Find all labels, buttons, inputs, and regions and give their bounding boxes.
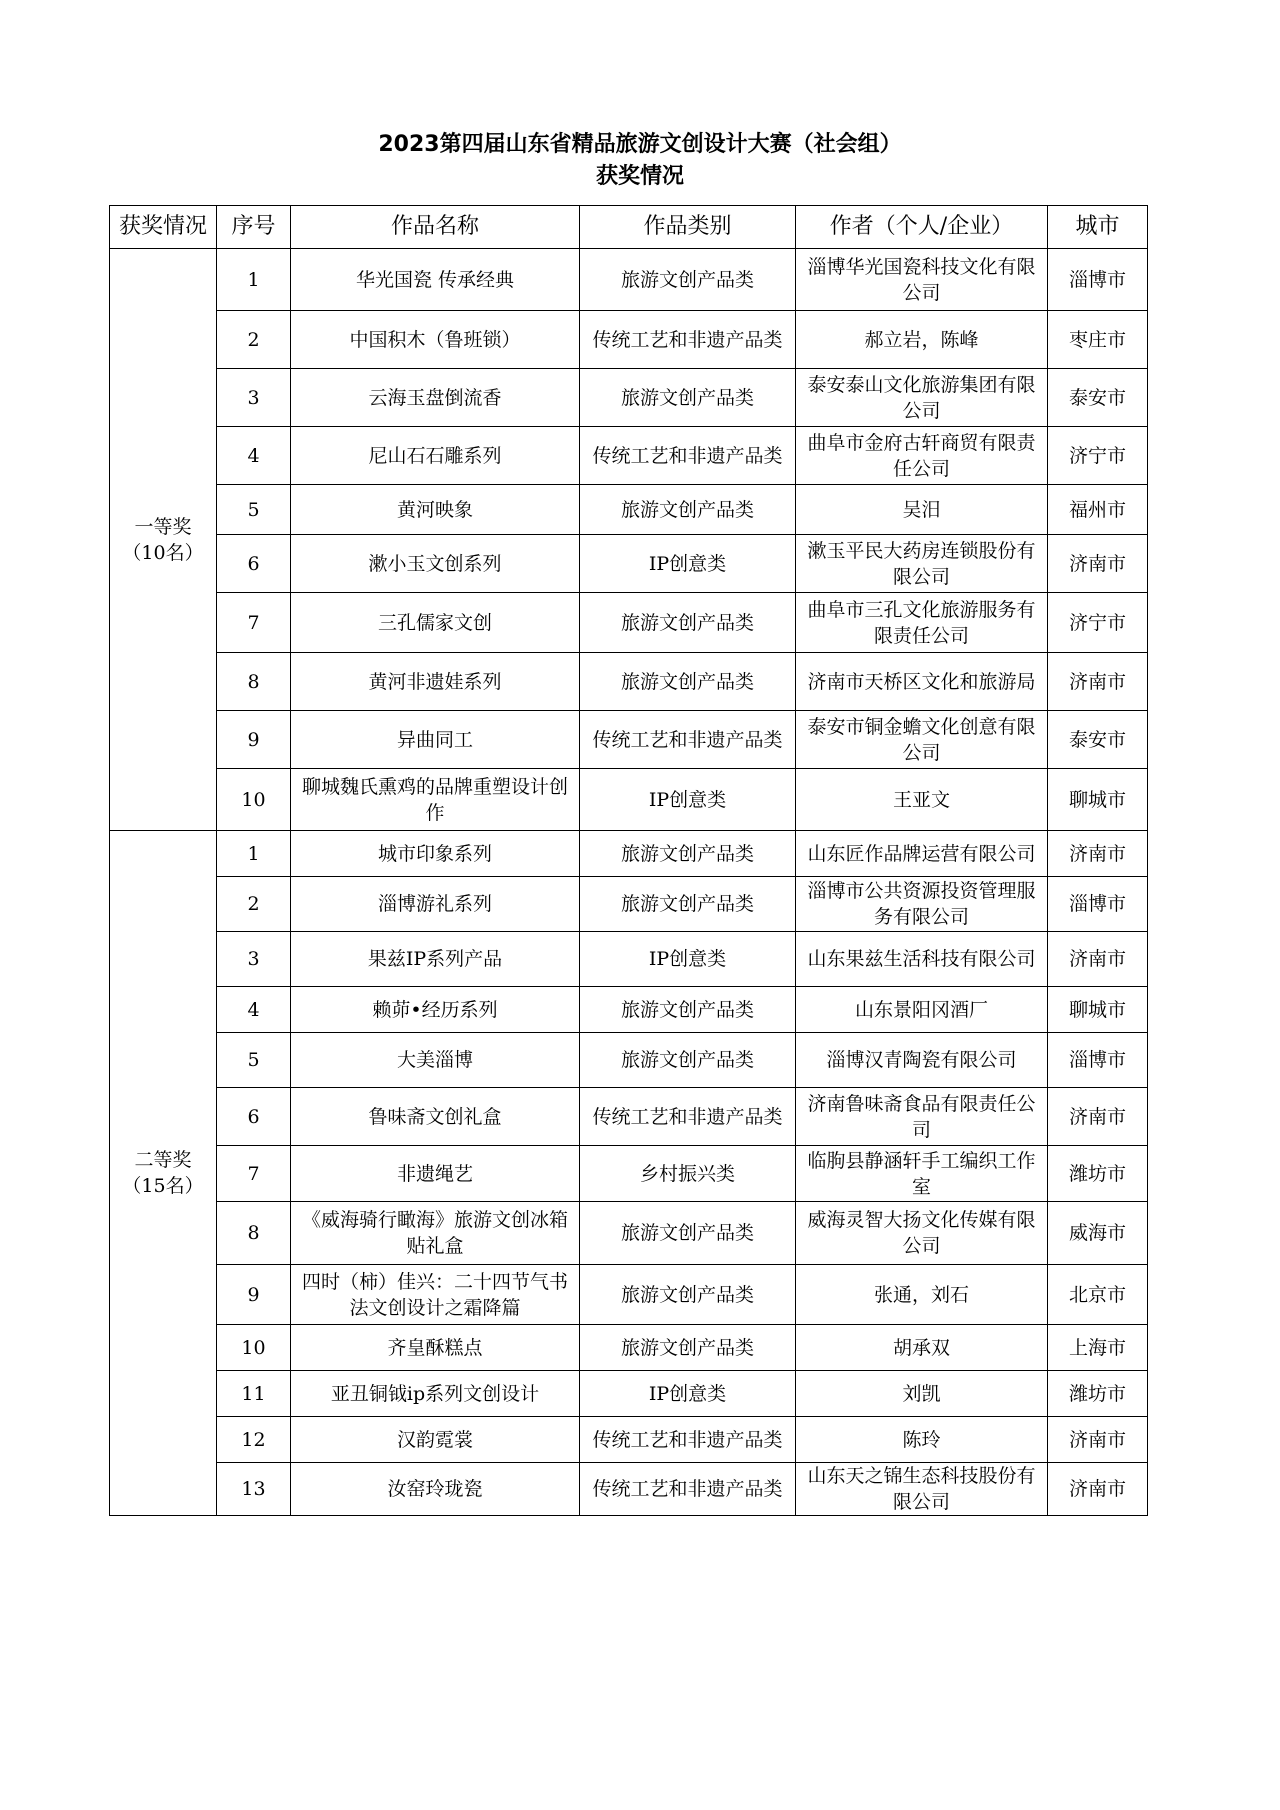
table-row [110,1463,1148,1516]
award-count: （15名） [122,1175,204,1197]
city-cell: 枣庄市 [1048,311,1148,369]
seq-cell: 1 [217,249,291,311]
seq-cell: 7 [217,593,291,653]
seq-cell: 5 [217,485,291,535]
name-cell: 鲁味斋文创礼盒 [291,1088,580,1146]
name-cell: 汝窑玲珑瓷 [291,1463,580,1516]
author-cell: 济南鲁味斋食品有限责任公司 [796,1088,1048,1146]
author-cell: 淄博市公共资源投资管理服务有限公司 [796,877,1048,932]
name-cell: 聊城魏氏熏鸡的品牌重塑设计创作 [291,769,580,831]
name-cell: 果兹IP系列产品 [291,932,580,987]
name-cell: 赖茆•经历系列 [291,987,580,1033]
table-row [110,1146,1148,1202]
table-row [110,877,1148,932]
award-count: （10名） [122,541,204,564]
seq-cell: 5 [217,1033,291,1088]
cat-cell: 旅游文创产品类 [580,485,796,535]
seq-cell: 12 [217,1417,291,1463]
author-cell: 临朐县静涵轩手工编织工作室 [796,1146,1048,1202]
name-cell: 《威海骑行瞰海》旅游文创冰箱贴礼盒 [291,1202,580,1265]
name-cell: 云海玉盘倒流香 [291,369,580,427]
seq-cell: 10 [217,1325,291,1371]
table-row [110,427,1148,485]
city-cell: 济南市 [1048,932,1148,987]
city-cell: 济南市 [1048,1417,1148,1463]
award-level: 一等奖 [134,515,192,538]
author-cell: 淄博华光国瓷科技文化有限公司 [796,249,1048,311]
cat-cell: 旅游文创产品类 [580,1325,796,1371]
seq-cell: 11 [217,1371,291,1417]
table-row [110,1325,1148,1371]
seq-cell: 9 [217,1265,291,1325]
cat-cell: 旅游文创产品类 [580,593,796,653]
table-row [110,1033,1148,1088]
author-cell: 泰安泰山文化旅游集团有限公司 [796,369,1048,427]
city-cell: 济南市 [1048,1463,1148,1516]
seq-cell: 8 [217,653,291,711]
table-row [110,932,1148,987]
city-cell: 淄博市 [1048,249,1148,311]
name-cell: 黄河非遗娃系列 [291,653,580,711]
cat-cell: IP创意类 [580,769,796,831]
name-cell: 非遗绳艺 [291,1146,580,1202]
author-cell: 山东天之锦生态科技股份有限公司 [796,1463,1048,1516]
city-cell: 淄博市 [1048,1033,1148,1088]
cat-cell: 传统工艺和非遗产品类 [580,311,796,369]
cat-cell: 旅游文创产品类 [580,987,796,1033]
author-cell: 陈玲 [796,1417,1048,1463]
header-award: 获奖情况 [110,206,217,249]
name-cell: 四时（柿）佳兴：二十四节气书法文创设计之霜降篇 [291,1265,580,1325]
name-cell: 城市印象系列 [291,831,580,877]
city-cell: 潍坊市 [1048,1371,1148,1417]
cat-cell: IP创意类 [580,932,796,987]
name-cell: 亚丑铜钺ip系列文创设计 [291,1371,580,1417]
seq-cell: 10 [217,769,291,831]
author-cell: 济南市天桥区文化和旅游局 [796,653,1048,711]
name-cell: 大美淄博 [291,1033,580,1088]
author-cell: 泰安市铜金蟾文化创意有限公司 [796,711,1048,769]
header-author: 作者（个人/企业） [796,206,1048,249]
name-cell: 三孔儒家文创 [291,593,580,653]
name-cell: 漱小玉文创系列 [291,535,580,593]
seq-cell: 7 [217,1146,291,1202]
table-row [110,1088,1148,1146]
author-cell: 山东果兹生活科技有限公司 [796,932,1048,987]
table-header-row [110,206,1148,249]
city-cell: 威海市 [1048,1202,1148,1265]
seq-cell: 8 [217,1202,291,1265]
cat-cell: 旅游文创产品类 [580,1265,796,1325]
cat-cell: 旅游文创产品类 [580,369,796,427]
seq-cell: 3 [217,369,291,427]
author-cell: 刘凯 [796,1371,1048,1417]
author-cell: 山东匠作品牌运营有限公司 [796,831,1048,877]
author-cell: 王亚文 [796,769,1048,831]
city-cell: 泰安市 [1048,369,1148,427]
seq-cell: 6 [217,535,291,593]
city-cell: 聊城市 [1048,987,1148,1033]
city-cell: 福州市 [1048,485,1148,535]
city-cell: 泰安市 [1048,711,1148,769]
city-cell: 济南市 [1048,535,1148,593]
page-subtitle: 获奖情况 [595,164,684,189]
city-cell: 潍坊市 [1048,1146,1148,1202]
author-cell: 山东景阳冈酒厂 [796,987,1048,1033]
author-cell: 淄博汉青陶瓷有限公司 [796,1033,1048,1088]
table-row [110,987,1148,1033]
cat-cell: 传统工艺和非遗产品类 [580,711,796,769]
header-category: 作品类别 [580,206,796,249]
cat-cell: 传统工艺和非遗产品类 [580,1417,796,1463]
award-level: 二等奖 [134,1149,192,1171]
name-cell: 淄博游礼系列 [291,877,580,932]
author-cell: 曲阜市三孔文化旅游服务有限责任公司 [796,593,1048,653]
table-body [110,249,1148,1516]
seq-cell: 4 [217,987,291,1033]
table-row [110,1371,1148,1417]
author-cell: 吴汨 [796,485,1048,535]
author-cell: 胡承双 [796,1325,1048,1371]
seq-cell: 9 [217,711,291,769]
table-row [110,1417,1148,1463]
name-cell: 汉韵霓裳 [291,1417,580,1463]
table-row [110,1265,1148,1325]
table-row [110,249,1148,311]
name-cell: 齐皇酥糕点 [291,1325,580,1371]
table-row [110,311,1148,369]
award-level-cell [110,249,217,831]
cat-cell: 传统工艺和非遗产品类 [580,1088,796,1146]
header-name: 作品名称 [291,206,580,249]
header-seq: 序号 [217,206,291,249]
seq-cell: 3 [217,932,291,987]
cat-cell: IP创意类 [580,535,796,593]
seq-cell: 13 [217,1463,291,1516]
city-cell: 济南市 [1048,653,1148,711]
cat-cell: 旅游文创产品类 [580,877,796,932]
name-cell: 异曲同工 [291,711,580,769]
author-cell: 漱玉平民大药房连锁股份有限公司 [796,535,1048,593]
name-cell: 中国积木（鲁班锁） [291,311,580,369]
cat-cell: 传统工艺和非遗产品类 [580,427,796,485]
author-cell: 张通，刘石 [796,1265,1048,1325]
table-row [110,831,1148,877]
seq-cell: 2 [217,311,291,369]
award-level-cell [110,831,217,1516]
name-cell: 尼山石石雕系列 [291,427,580,485]
table-row [110,369,1148,427]
table-row [110,535,1148,593]
table-row [110,711,1148,769]
header-city: 城市 [1048,206,1148,249]
table-row [110,593,1148,653]
cat-cell: 传统工艺和非遗产品类 [580,1463,796,1516]
name-cell: 华光国瓷 传承经典 [291,249,580,311]
author-cell: 曲阜市金府古轩商贸有限责任公司 [796,427,1048,485]
author-cell: 威海灵智大扬文化传媒有限公司 [796,1202,1048,1265]
cat-cell: 旅游文创产品类 [580,1202,796,1265]
cat-cell: 旅游文创产品类 [580,1033,796,1088]
cat-cell: 乡村振兴类 [580,1146,796,1202]
seq-cell: 6 [217,1088,291,1146]
city-cell: 上海市 [1048,1325,1148,1371]
city-cell: 聊城市 [1048,769,1148,831]
city-cell: 济南市 [1048,1088,1148,1146]
awards-table [109,205,1148,1516]
seq-cell: 4 [217,427,291,485]
cat-cell: 旅游文创产品类 [580,653,796,711]
city-cell: 济宁市 [1048,593,1148,653]
seq-cell: 2 [217,877,291,932]
table-row [110,485,1148,535]
city-cell: 北京市 [1048,1265,1148,1325]
city-cell: 淄博市 [1048,877,1148,932]
cat-cell: 旅游文创产品类 [580,249,796,311]
cat-cell: IP创意类 [580,1371,796,1417]
name-cell: 黄河映象 [291,485,580,535]
seq-cell: 1 [217,831,291,877]
city-cell: 济宁市 [1048,427,1148,485]
page-bottom-whitespace [0,1693,1280,1810]
table-row [110,1202,1148,1265]
author-cell: 郝立岩，陈峰 [796,311,1048,369]
city-cell: 济南市 [1048,831,1148,877]
table-row [110,653,1148,711]
cat-cell: 旅游文创产品类 [580,831,796,877]
table-row [110,769,1148,831]
page-title: 2023第四届山东省精品旅游文创设计大赛（社会组） [378,132,902,157]
